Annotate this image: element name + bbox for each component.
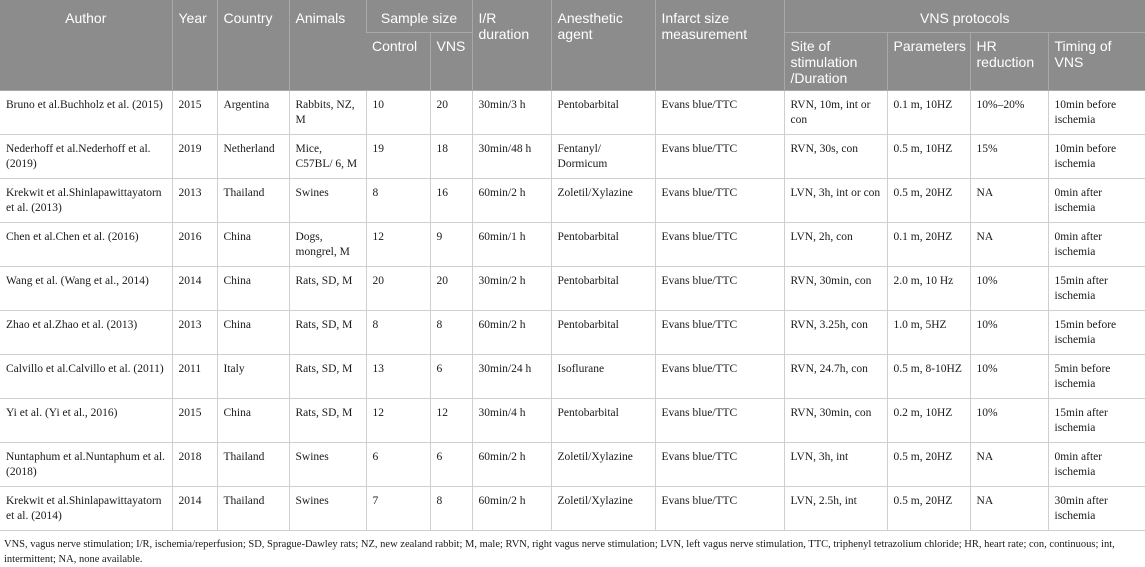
cell-author: Nederhoff et al.Nederhoff et al. (2019) [0,135,172,179]
cell-animals: Swines [289,487,366,531]
cell-hr: 10% [970,267,1048,311]
cell-year: 2018 [172,443,217,487]
col-header-site: Site of stimulation /Duration [784,33,887,91]
cell-ir-duration: 60min/2 h [472,311,551,355]
cell-anesthetic: Pentobarbital [551,91,655,135]
cell-timing: 15min before ischemia [1048,311,1145,355]
cell-anesthetic: Pentobarbital [551,267,655,311]
col-header-author: Author [0,0,172,91]
cell-year: 2011 [172,355,217,399]
cell-vns: 8 [430,311,472,355]
cell-infarct: Evans blue/TTC [655,91,784,135]
cell-control: 10 [366,91,430,135]
cell-anesthetic: Pentobarbital [551,399,655,443]
cell-author: Zhao et al.Zhao et al. (2013) [0,311,172,355]
cell-vns: 20 [430,267,472,311]
table-footnote: VNS, vagus nerve stimulation; I/R, ischemia/reperfusion; SD, Sprague-Dawley rats; NZ, new zealand rabbit; M, male; RVN, right vagus nerve stimulation; LVN, left vagus nerve stimulation, TTC, triphenyl tetrazolium chloride; HR, heart rate; con, continuous; int, intermittent; NA, none available. [4,539,1115,565]
cell-timing: 0min after ischemia [1048,223,1145,267]
cell-country: Thailand [217,487,289,531]
cell-timing: 15min after ischemia [1048,267,1145,311]
cell-hr: NA [970,487,1048,531]
cell-vns: 6 [430,443,472,487]
cell-parameters: 0.5 m, 20HZ [887,179,970,223]
cell-parameters: 0.5 m, 10HZ [887,135,970,179]
cell-site: LVN, 3h, int or con [784,179,887,223]
table-body [0,91,1145,531]
cell-timing: 0min after ischemia [1048,179,1145,223]
cell-hr: NA [970,443,1048,487]
col-header-year: Year [172,0,217,91]
cell-animals: Swines [289,179,366,223]
cell-control: 6 [366,443,430,487]
cell-anesthetic: Fentanyl/ Dormicum [551,135,655,179]
cell-infarct: Evans blue/TTC [655,135,784,179]
cell-site: RVN, 30min, con [784,267,887,311]
cell-hr: NA [970,223,1048,267]
cell-parameters: 0.5 m, 20HZ [887,487,970,531]
col-header-parameters: Parameters [887,33,970,91]
cell-vns: 20 [430,91,472,135]
table-row [0,91,1145,135]
cell-ir-duration: 30min/3 h [472,91,551,135]
cell-vns: 8 [430,487,472,531]
cell-control: 13 [366,355,430,399]
cell-country: China [217,267,289,311]
cell-infarct: Evans blue/TTC [655,355,784,399]
cell-country: Italy [217,355,289,399]
cell-author: Yi et al. (Yi et al., 2016) [0,399,172,443]
table-row [0,311,1145,355]
cell-infarct: Evans blue/TTC [655,443,784,487]
table-row [0,267,1145,311]
col-header-vns-protocols: VNS protocols [784,0,1145,33]
cell-year: 2015 [172,91,217,135]
cell-infarct: Evans blue/TTC [655,179,784,223]
cell-year: 2019 [172,135,217,179]
cell-site: RVN, 24.7h, con [784,355,887,399]
cell-site: RVN, 30s, con [784,135,887,179]
cell-country: China [217,311,289,355]
cell-author: Wang et al. (Wang et al., 2014) [0,267,172,311]
col-header-country: Country [217,0,289,91]
cell-animals: Dogs, mongrel, M [289,223,366,267]
table-row [0,399,1145,443]
cell-year: 2013 [172,179,217,223]
cell-country: Argentina [217,91,289,135]
cell-timing: 5min before ischemia [1048,355,1145,399]
col-header-control: Control [366,33,430,91]
cell-ir-duration: 60min/2 h [472,179,551,223]
cell-anesthetic: Zoletil/Xylazine [551,179,655,223]
cell-parameters: 2.0 m, 10 Hz [887,267,970,311]
cell-anesthetic: Pentobarbital [551,311,655,355]
table-row [0,179,1145,223]
table-row [0,443,1145,487]
cell-anesthetic: Zoletil/Xylazine [551,487,655,531]
col-header-vns: VNS [430,33,472,91]
cell-timing: 0min after ischemia [1048,443,1145,487]
cell-infarct: Evans blue/TTC [655,311,784,355]
cell-infarct: Evans blue/TTC [655,267,784,311]
cell-author: Nuntaphum et al.Nuntaphum et al. (2018) [0,443,172,487]
cell-vns: 12 [430,399,472,443]
cell-control: 8 [366,311,430,355]
cell-parameters: 0.5 m, 20HZ [887,443,970,487]
cell-ir-duration: 30min/4 h [472,399,551,443]
col-header-sample-size: Sample size [366,0,472,33]
cell-ir-duration: 30min/48 h [472,135,551,179]
cell-control: 12 [366,223,430,267]
cell-animals: Mice, C57BL/ 6, M [289,135,366,179]
cell-author: Bruno et al.Buchholz et al. (2015) [0,91,172,135]
cell-control: 7 [366,487,430,531]
col-header-infarct: Infarct size measurement [655,0,784,91]
col-header-hr: HR reduction [970,33,1048,91]
cell-hr: NA [970,179,1048,223]
cell-parameters: 1.0 m, 5HZ [887,311,970,355]
col-header-ir-duration: I/R duration [472,0,551,91]
cell-timing: 10min before ischemia [1048,91,1145,135]
cell-year: 2015 [172,399,217,443]
cell-author: Krekwit et al.Shinlapawittayatorn et al. (2013) [0,179,172,223]
cell-hr: 10%–20% [970,91,1048,135]
cell-animals: Rats, SD, M [289,267,366,311]
cell-infarct: Evans blue/TTC [655,487,784,531]
cell-timing: 15min after ischemia [1048,399,1145,443]
cell-hr: 10% [970,311,1048,355]
col-header-animals: Animals [289,0,366,91]
cell-anesthetic: Zoletil/Xylazine [551,443,655,487]
cell-vns: 18 [430,135,472,179]
cell-country: China [217,399,289,443]
cell-control: 20 [366,267,430,311]
cell-ir-duration: 60min/1 h [472,223,551,267]
cell-country: Thailand [217,443,289,487]
cell-author: Calvillo et al.Calvillo et al. (2011) [0,355,172,399]
cell-year: 2013 [172,311,217,355]
cell-site: LVN, 3h, int [784,443,887,487]
table-header [0,0,1145,91]
cell-parameters: 0.1 m, 10HZ [887,91,970,135]
cell-animals: Rats, SD, M [289,311,366,355]
cell-animals: Rats, SD, M [289,355,366,399]
table-row [0,355,1145,399]
cell-country: China [217,223,289,267]
cell-site: LVN, 2h, con [784,223,887,267]
cell-timing: 10min before ischemia [1048,135,1145,179]
cell-anesthetic: Pentobarbital [551,223,655,267]
table-row [0,223,1145,267]
col-header-timing: Timing of VNS [1048,33,1145,91]
cell-site: RVN, 30min, con [784,399,887,443]
cell-animals: Rats, SD, M [289,399,366,443]
cell-parameters: 0.1 m, 20HZ [887,223,970,267]
table-row [0,135,1145,179]
cell-site: RVN, 10m, int or con [784,91,887,135]
cell-vns: 6 [430,355,472,399]
table-row [0,487,1145,531]
col-header-anesthetic: Anesthetic agent [551,0,655,91]
cell-infarct: Evans blue/TTC [655,399,784,443]
cell-parameters: 0.5 m, 8-10HZ [887,355,970,399]
cell-site: LVN, 2.5h, int [784,487,887,531]
cell-vns: 9 [430,223,472,267]
cell-author: Krekwit et al.Shinlapawittayatorn et al. (2014) [0,487,172,531]
cell-parameters: 0.2 m, 10HZ [887,399,970,443]
cell-hr: 10% [970,355,1048,399]
cell-year: 2016 [172,223,217,267]
cell-ir-duration: 30min/2 h [472,267,551,311]
cell-site: RVN, 3.25h, con [784,311,887,355]
cell-country: Thailand [217,179,289,223]
cell-animals: Rabbits, NZ, M [289,91,366,135]
cell-country: Netherland [217,135,289,179]
cell-year: 2014 [172,267,217,311]
cell-ir-duration: 30min/24 h [472,355,551,399]
cell-year: 2014 [172,487,217,531]
cell-anesthetic: Isoflurane [551,355,655,399]
cell-vns: 16 [430,179,472,223]
cell-control: 8 [366,179,430,223]
cell-hr: 15% [970,135,1048,179]
cell-infarct: Evans blue/TTC [655,223,784,267]
cell-ir-duration: 60min/2 h [472,443,551,487]
cell-author: Chen et al.Chen et al. (2016) [0,223,172,267]
cell-timing: 30min after ischemia [1048,487,1145,531]
cell-hr: 10% [970,399,1048,443]
cell-animals: Swines [289,443,366,487]
cell-ir-duration: 60min/2 h [472,487,551,531]
cell-control: 19 [366,135,430,179]
cell-control: 12 [366,399,430,443]
